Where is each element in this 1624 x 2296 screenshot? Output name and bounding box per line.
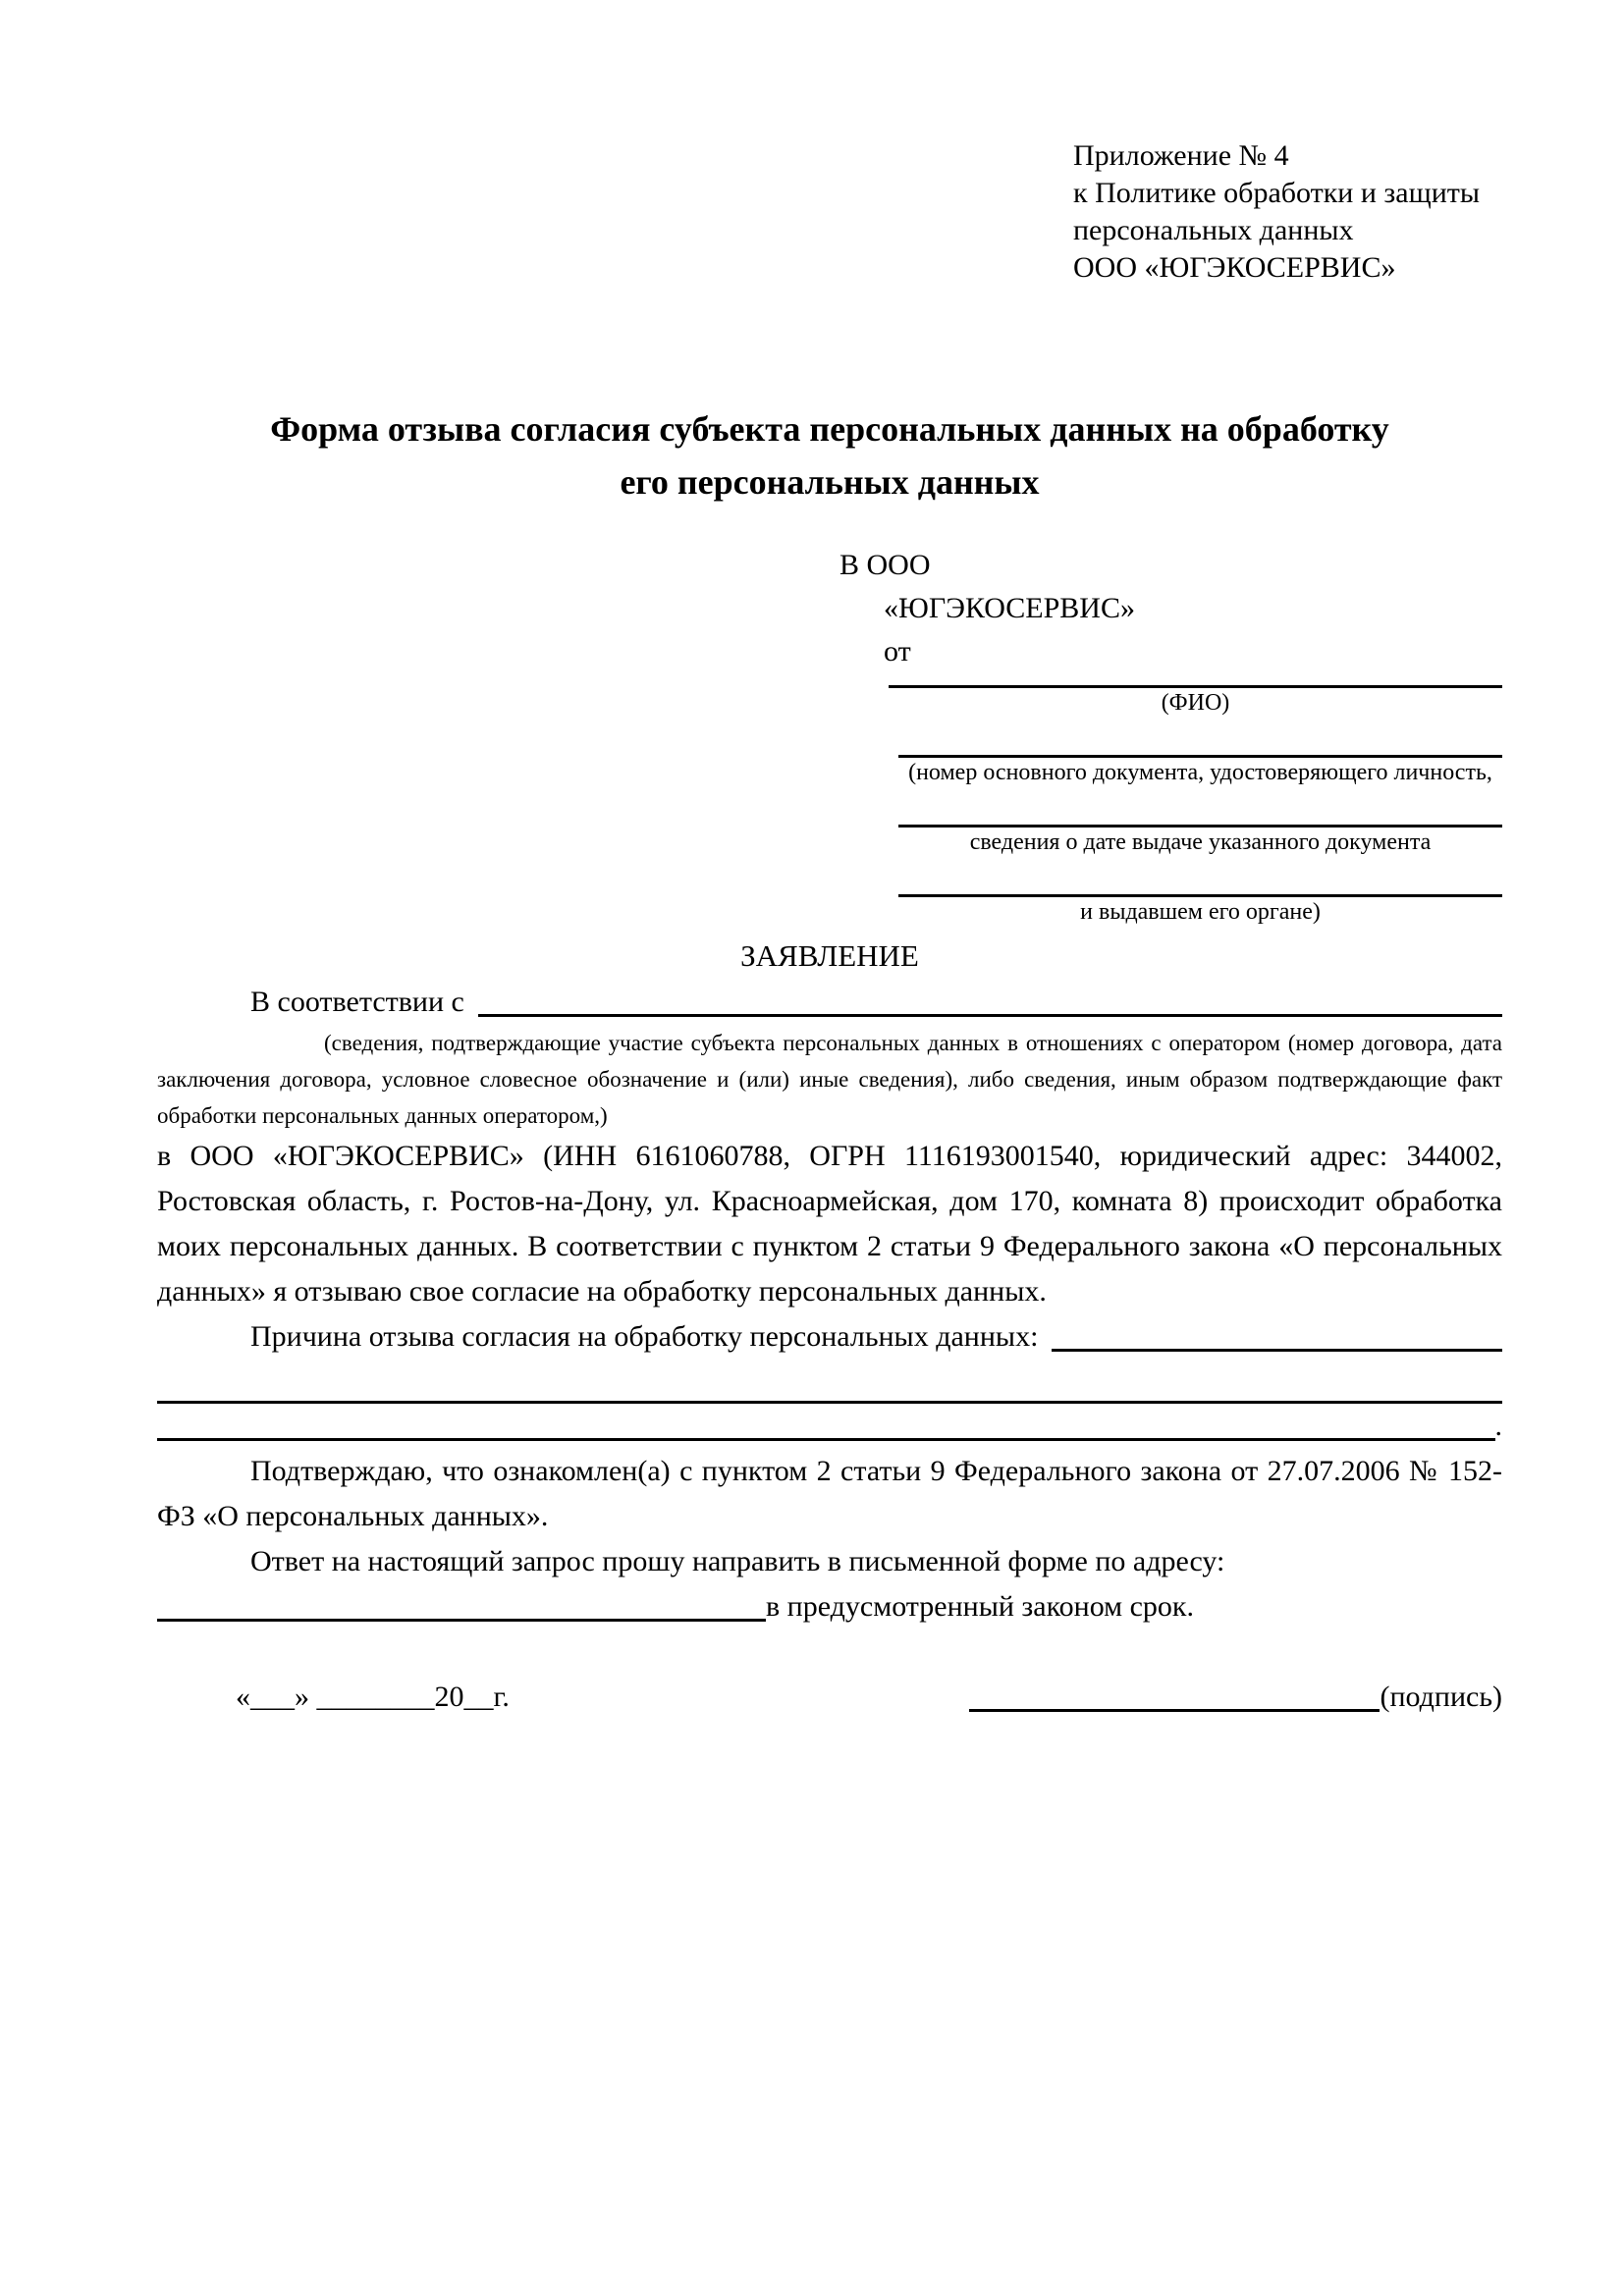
fio-blank-line — [889, 673, 1502, 688]
signature-blank-line — [969, 1709, 1380, 1712]
appendix-header-line-4: ООО «ЮГЭКОСЕРВИС» — [1073, 251, 1396, 284]
statement-body-paragraph: в ООО «ЮГЭКОСЕРВИС» (ИНН 6161060788, ОГРН 1116193001540, юридический адрес: 344002, Ростовская область, г. Ростов-на-Дону, ул. Красноармейская, дом 170, комната 8) происходит обработка моих персональных данных. В соответствии с пунктом 2 статьи 9 Федерального закона «О персональных данных» я отзываю свое согласие на обработку персональных данных. — [157, 1140, 1502, 1308]
document-issuer-caption: и выдавшем его органе) — [1080, 899, 1321, 925]
fio-caption: (ФИО) — [1161, 690, 1230, 716]
reason-prefix: Причина отзыва согласия на обработку персональных данных: — [250, 1320, 1039, 1353]
reply-address-row — [157, 1584, 1502, 1629]
document-number-caption: (номер основного документа, удостоверяющего личность, — [908, 760, 1492, 785]
reason-blank-line-start — [1052, 1349, 1502, 1352]
addressee-block — [839, 544, 1502, 927]
addressee-to-line-1: В ООО — [839, 549, 931, 581]
confirmation-paragraph: Подтверждаю, что ознакомлен(а) с пунктом 2 статьи 9 Федерального закона от 27.07.2006 № 152-ФЗ «О персональных данных». — [157, 1455, 1502, 1532]
reason-blank-line-1 — [157, 1360, 1502, 1404]
statement-heading: ЗАЯВЛЕНИЕ — [740, 938, 919, 973]
reply-deadline-text: в предусмотренный законом срок. — [766, 1590, 1194, 1623]
appendix-header — [1073, 137, 1502, 287]
appendix-header-line-2: к Политике обработки и защиты — [1073, 177, 1481, 209]
statement-intro-row — [157, 980, 1502, 1025]
date-template: «___» ________20__г. — [236, 1681, 510, 1713]
addressee-to-line-2: «ЮГЭКОСЕРВИС» — [884, 592, 1135, 624]
footer-row — [157, 1675, 1502, 1720]
document-title-line-2: его персональных данных — [620, 462, 1040, 502]
document-issue-date-caption: сведения о дате выдаче указанного документа — [969, 829, 1432, 855]
document-issue-date-blank-line — [898, 787, 1502, 828]
document-title — [157, 402, 1502, 508]
reason-row — [157, 1314, 1502, 1360]
statement-intro-prefix: В соответствии с — [250, 986, 464, 1018]
reply-request-paragraph: Ответ на настоящий запрос прошу направить в письменной форме по адресу: — [250, 1545, 1225, 1577]
statement-fine-print: (сведения, подтверждающие участие субъекта персональных данных в отношениях с оператором (номер договора, дата заключения договора, условное словесное обозначение и (или) иные сведения), либо сведения, иным образом подтверждающие факт обработки персональных данных оператором,) — [157, 1031, 1502, 1128]
document-title-line-1: Форма отзыва согласия субъекта персональных данных на обработку — [270, 409, 1389, 449]
reason-end-period: . — [1494, 1410, 1502, 1442]
document-number-blank-line — [898, 718, 1502, 758]
addressee-from-label: от — [884, 635, 911, 667]
reason-blank-line-2-row — [157, 1404, 1502, 1449]
reason-blank-line-2 — [157, 1438, 1495, 1441]
document-issuer-blank-line — [898, 857, 1502, 897]
reply-address-blank-line — [157, 1619, 766, 1622]
appendix-header-line-3: персональных данных — [1073, 214, 1354, 246]
appendix-header-line-1: Приложение № 4 — [1073, 139, 1289, 172]
signature-group — [969, 1675, 1502, 1720]
signature-caption: (подпись) — [1380, 1681, 1502, 1713]
statement-intro-blank-line — [478, 1014, 1502, 1017]
